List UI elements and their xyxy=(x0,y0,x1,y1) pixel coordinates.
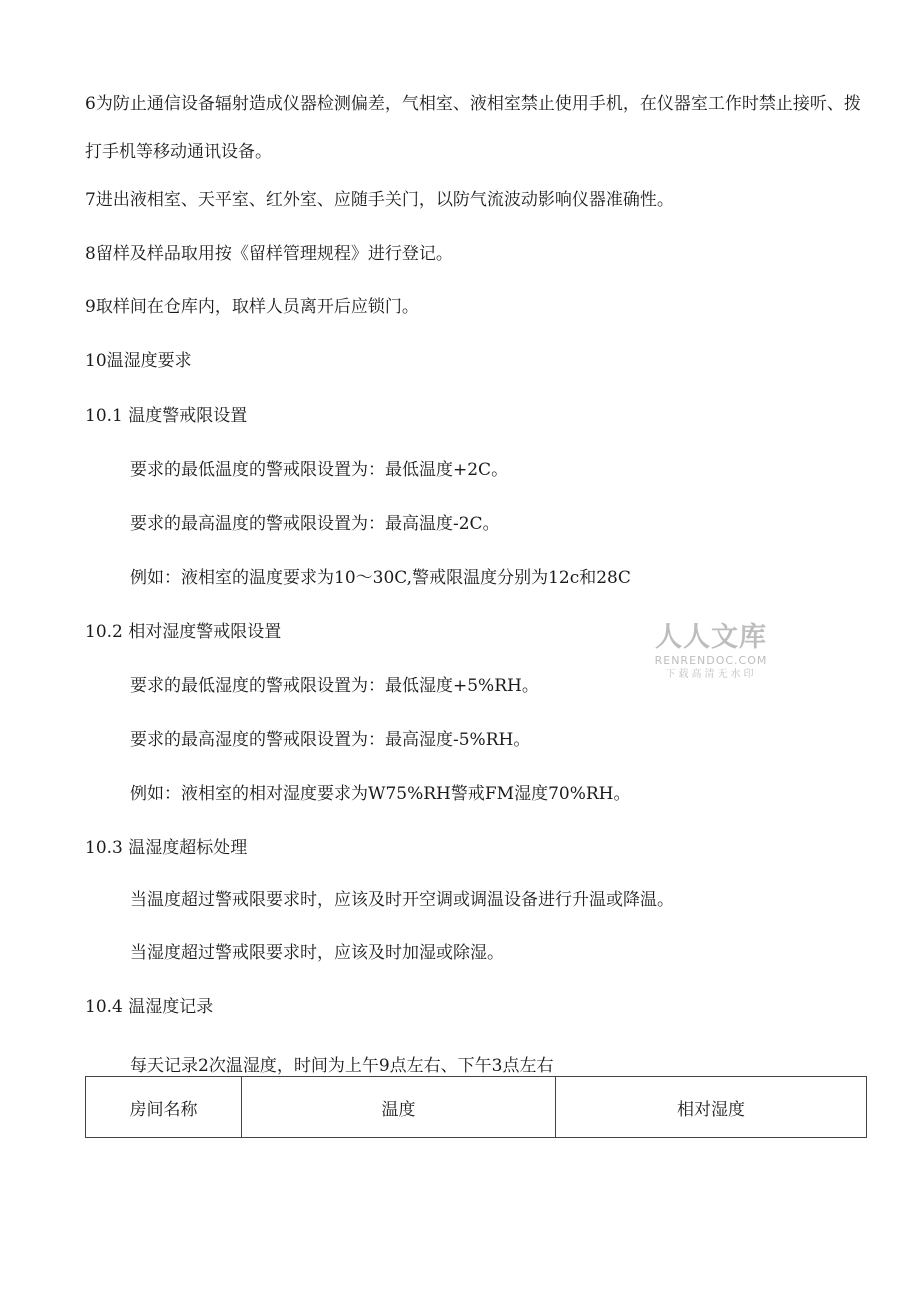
header-room-name: 房间名称 xyxy=(86,1077,242,1138)
heading-10-2: 10.2 相对湿度警戒限设置 xyxy=(85,622,282,642)
heading-10-1: 10.1 温度警戒限设置 xyxy=(85,406,248,426)
watermark xyxy=(646,622,776,681)
temp-exceed-handling-line: 当温度超过警戒限要求时，应该及时开空调或调温设备进行升温或降温。 xyxy=(130,890,674,910)
paragraph-10: 10温湿度要求 xyxy=(85,351,192,371)
paragraph-7: 7进出液相室、天平室、红外室、应随手关门，以防气流波动影响仪器准确性。 xyxy=(85,190,674,210)
humidity-exceed-handling-line: 当湿度超过警戒限要求时，应该及时加湿或除湿。 xyxy=(130,943,504,963)
paragraph-8: 8留样及样品取用按《留样管理规程》进行登记。 xyxy=(85,244,453,264)
heading-10-4: 10.4 温湿度记录 xyxy=(85,997,214,1017)
humidity-example-line: 例如：液相室的相对湿度要求为W75%RH警戒FM湿度70%RH。 xyxy=(130,784,631,804)
watermark-url: RENRENDOC.COM xyxy=(654,654,768,667)
record-schedule-line: 每天记录2次温湿度，时间为上午9点左右、下午3点左右 xyxy=(130,1056,554,1076)
paragraph-6: 6为防止通信设备辐射造成仪器检测偏差，气相室、液相室禁止使用手机，在仪器室工作时禁止接听、拨打手机等移动通讯设备。 xyxy=(85,94,861,162)
temperature-humidity-record-table xyxy=(85,1076,867,1138)
table-header-row xyxy=(86,1077,867,1138)
humidity-low-limit-line: 要求的最低湿度的警戒限设置为：最低湿度+5%RH。 xyxy=(130,676,539,696)
temp-low-limit-line: 要求的最低温度的警戒限设置为：最低温度+2C。 xyxy=(130,460,509,480)
heading-10-3: 10.3 温湿度超标处理 xyxy=(85,838,248,858)
paragraph-9: 9取样间在仓库内，取样人员离开后应锁门。 xyxy=(85,297,419,317)
humidity-high-limit-line: 要求的最高湿度的警戒限设置为：最高湿度-5%RH。 xyxy=(130,730,531,750)
watermark-title: 人人文库 xyxy=(655,622,767,653)
temp-high-limit-line: 要求的最高温度的警戒限设置为：最高温度-2C。 xyxy=(130,514,500,534)
header-relative-humidity: 相对湿度 xyxy=(556,1077,867,1138)
watermark-subtitle: 下载高清无水印 xyxy=(665,669,757,680)
header-temperature: 温度 xyxy=(242,1077,556,1138)
temp-example-line: 例如：液相室的温度要求为10～30C,警戒限温度分别为12c和28C xyxy=(130,568,631,588)
